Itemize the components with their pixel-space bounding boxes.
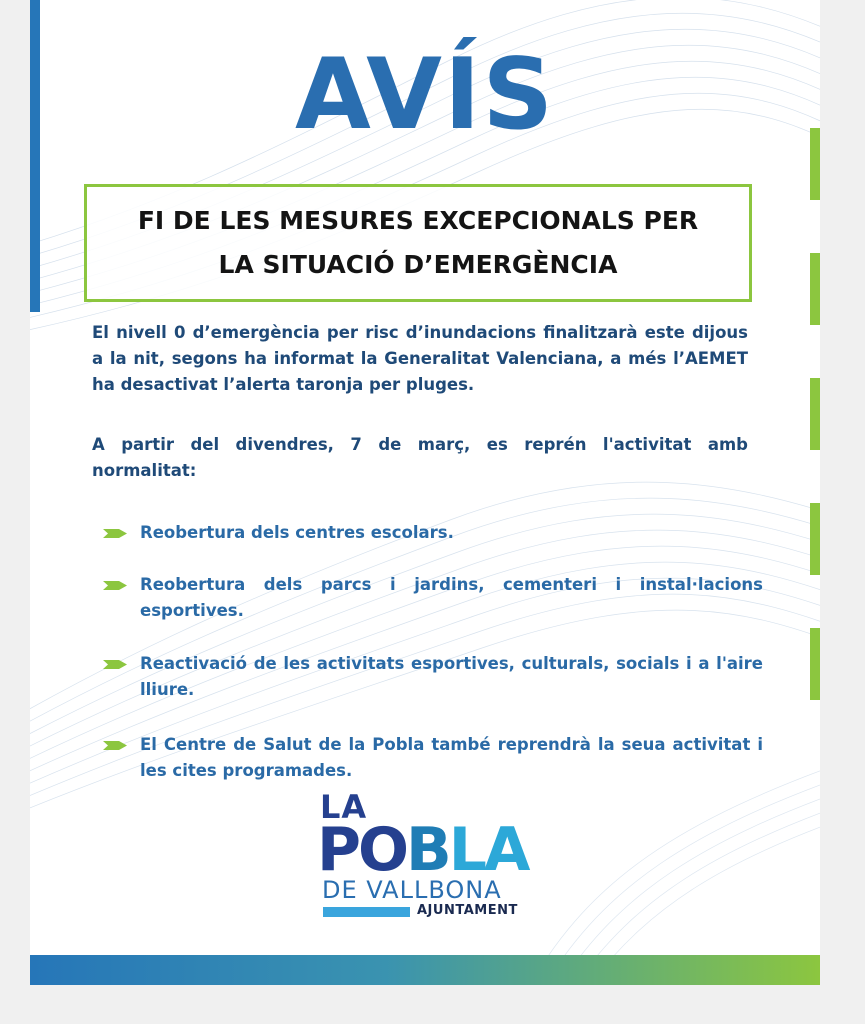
arrow-bullet-icon	[103, 581, 127, 590]
logo-la-text: LA	[320, 788, 368, 826]
right-accent-dash	[810, 628, 820, 700]
town-hall-logo	[317, 788, 540, 925]
bottom-gradient-bar	[30, 955, 820, 985]
list-item	[103, 520, 763, 546]
notice-title	[118, 199, 718, 287]
list-item-text: Reactivació de les activitats esportives, culturals, socials i a l'aire lliure.	[140, 654, 763, 699]
notice-title-box	[84, 184, 752, 302]
list-item-text: Reobertura dels centres escolars.	[140, 523, 454, 542]
page-title: AVÍS	[294, 38, 556, 152]
list-item	[103, 572, 763, 624]
logo-de-vallbona-text: DE VALLBONA	[322, 876, 502, 904]
notice-title-line-1: FI DE LES MESURES EXCEPCIONALS PER	[137, 206, 699, 235]
logo-bar	[323, 907, 410, 917]
right-accent-dash	[810, 503, 820, 575]
notice-title-line-2: LA SITUACIÓ D’EMERGÈNCIA	[218, 250, 618, 279]
logo-ajuntament-text: AJUNTAMENT	[417, 903, 518, 918]
notice-poster	[30, 0, 820, 985]
logo-pobla-text: POBLA	[317, 815, 528, 885]
list-item	[103, 732, 763, 784]
arrow-bullet-icon	[103, 741, 127, 750]
arrow-bullet-icon	[103, 660, 127, 669]
paragraph-alert-end: El nivell 0 d’emergència per risc d’inundacions finalitzarà este dijous a la nit, segons ha informat la Generalitat Valenciana, a més l’AEMET ha desactivat l’alerta taronja per pluges.	[92, 323, 748, 394]
paragraph-resume-activity: A partir del divendres, 7 de març, es reprén l'activitat amb normalitat:	[92, 435, 748, 480]
arrow-bullet-icon	[103, 529, 127, 538]
list-item-text: Reobertura dels parcs i jardins, cementeri i instal·lacions esportives.	[140, 575, 763, 620]
list-item	[103, 651, 763, 703]
list-item-text: El Centre de Salut de la Pobla també reprendrà la seua activitat i les cites programades.	[140, 735, 763, 780]
right-accent-dash	[810, 253, 820, 325]
right-accent-dash	[810, 378, 820, 450]
